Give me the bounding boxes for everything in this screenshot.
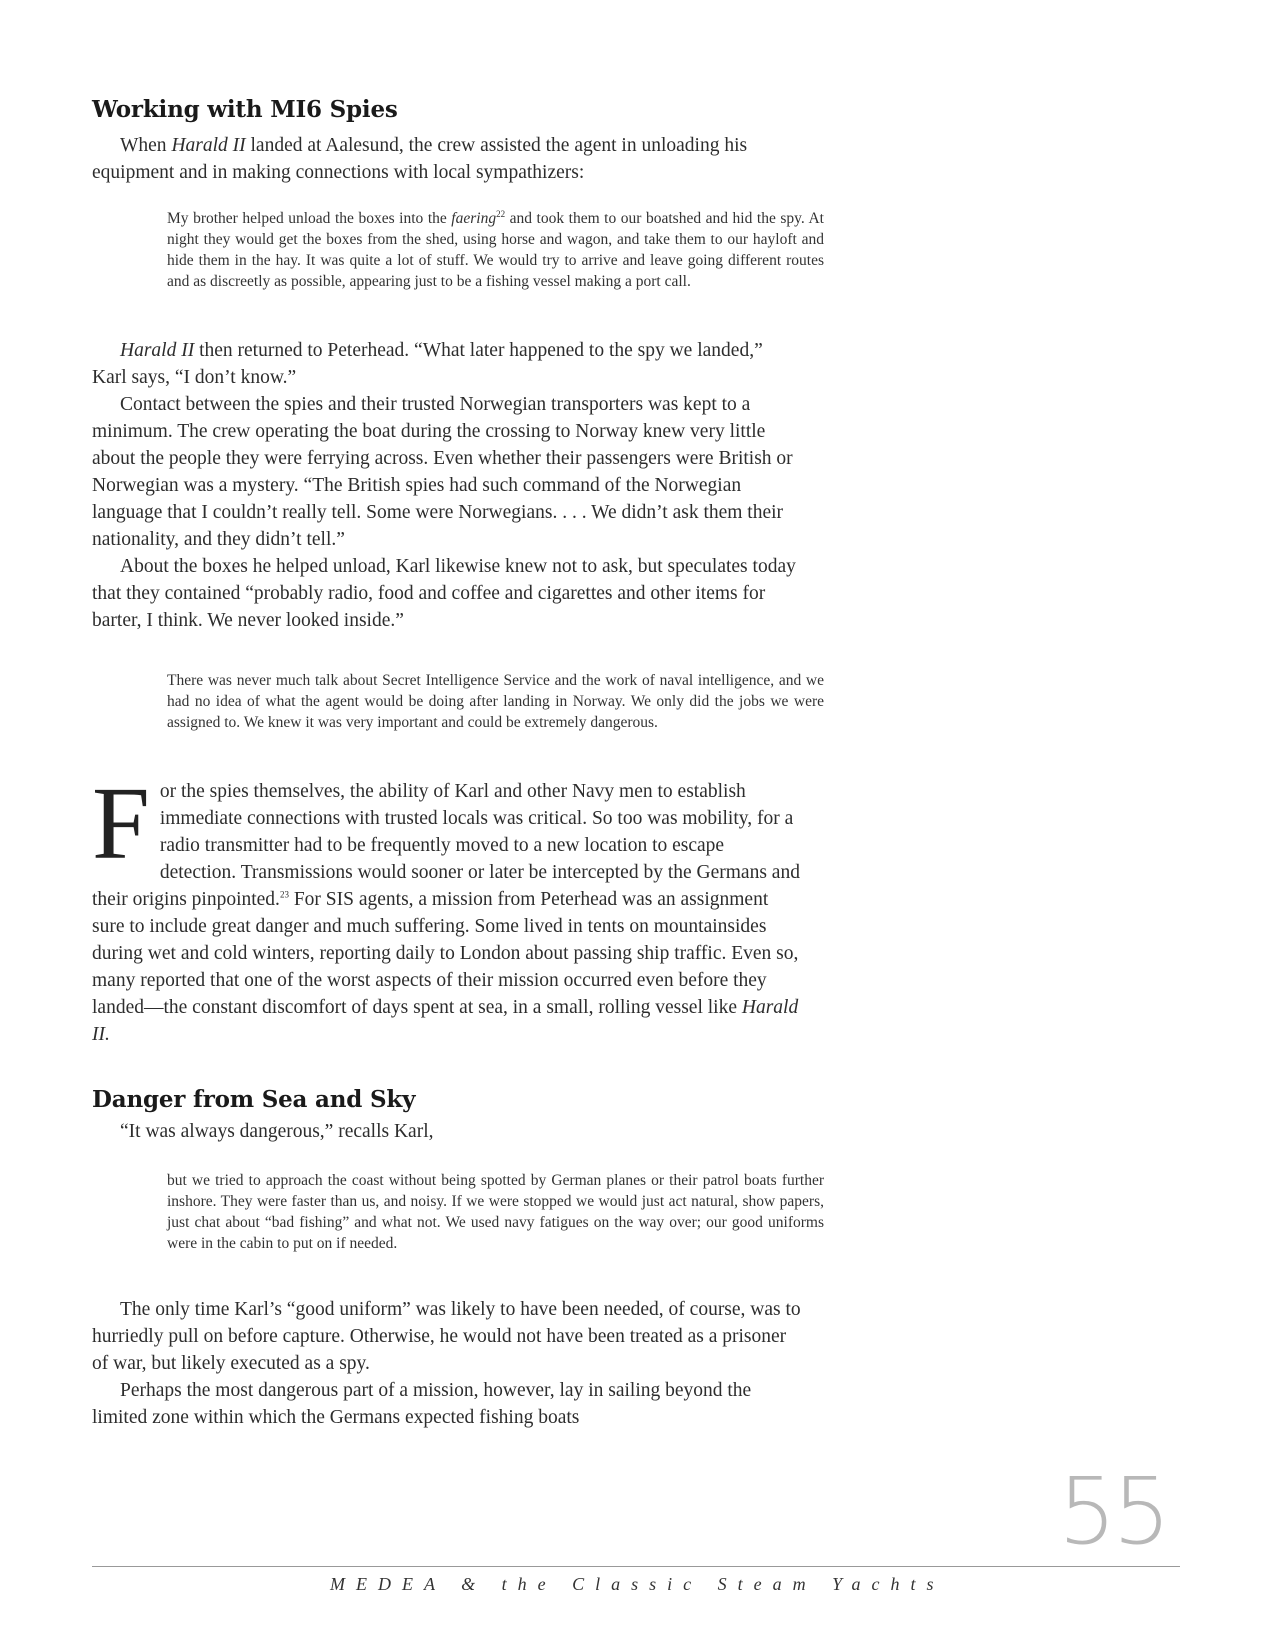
running-footer: MEDEA & the Classic Steam Yachts [330, 1574, 945, 1594]
paragraph-danger-intro: “It was always dangerous,” recalls Karl, [120, 1121, 434, 1142]
paragraph-3: Contact between the spies and their trusted Norwegian transporters was kept to a minimum. The crew operating the boat during the crossing to Norway knew very little about the people they were ferrying across. Even whether their passengers were British or Norwegian was a mystery. “The British spies had such command of the Norwegian language that I couldn’t really tell. Some were Norwegians. . . . We didn’t ask them their nationality, and they didn’t tell.” [92, 394, 793, 550]
page-number: 55 [1058, 1458, 1168, 1565]
footnote-ref-22: 22 [496, 208, 506, 219]
paragraph-4: About the boxes he helped unload, Karl likewise knew not to ask, but speculates today that they contained “probably radio, food and coffee and cigarettes and other items for barter, I think. We never looked inside.” [92, 556, 796, 631]
section-heading-mi6: Working with MI6 Spies [92, 96, 398, 123]
footnote-ref-23: 23 [279, 889, 289, 900]
paragraph-1: When Harald II landed at Aalesund, the crew assisted the agent in unloading his equipment and in making connections with local sympathizers: [92, 135, 748, 183]
paragraph-group-2: Harald II then returned to Peterhead. “What later happened to the spy we landed,” Karl says, “I don’t know.” Contact between the spies and their trusted Norwegian transporters was kept to a minimum. The crew operating the boat during the crossing to Norway knew very little about the people they were ferrying across. Even whether their passengers were British or Norwegian was a mystery. “The British spies had such command of the Norwegian language that I couldn’t really tell. Some were Norwegians. . . . We didn’t ask them their nationality, and they didn’t tell.” About the boxes he helped unload, Karl likewise knew not to ask, but speculates today that they contained “probably radio, food and coffee and cigarettes and other items for barter, I think. We never looked inside.” [92, 337, 802, 634]
footer-rule [92, 1566, 1180, 1567]
paragraph-drop-cap: For the spies themselves, the ability of Karl and other Navy men to establish immediate connections with trusted locals was critical. So too was mobility, for a radio transmitter had to be frequently moved to a new location to escape detection. Transmissions would sooner or later be intercepted by the Germans and their origins pinpointed.$^{23}$ For SIS agents, a mission from Peterhead was an assignment sure to include great danger and much suffering. Some lived in tents on mountainsides during wet and cold winters, reporting daily to London about passing ship traffic. Even so, many reported that one of the worst aspects of their mission occurred even before they landed—the constant discomfort of days spent at sea, in a small, rolling vessel like Harald II. [92, 766, 800, 1045]
block-quote-2: There was never much talk about Secret Intelligence Service and the work of naval intelligence, and we had no idea of what the agent would be doing after landing in Norway. We only did the jobs we were assigned to. We knew it was very important and could be extremely dangerous. [167, 672, 824, 731]
block-quote-1: My brother helped unload the boxes into the faering$^{22}$ and took them to our boatshed and hid the spy. At night they would get the boxes from the shed, using horse and wagon, and take them to our hayloft and hide them in the hay. It was quite a lot of stuff. We would try to arrive and leave going different routes and as discreetly as possible, appearing just to be a fishing vessel making a port call. [167, 208, 824, 290]
block-quote-3: but we tried to approach the coast without being spotted by German planes or their patrol boats further inshore. They were faster than us, and noisy. If we were stopped we would just act natural, show papers, just chat about “bad fishing” and what not. We used navy fatigues on the way over; our good uniforms were in the cabin to put on if needed. [167, 1172, 824, 1252]
section-heading-danger: Danger from Sea and Sky [92, 1086, 416, 1113]
paragraph-group-danger: The only time Karl’s “good uniform” was likely to have been needed, of course, was to hurriedly pull on before capture. Otherwise, he would not have been treated as a prisoner of war, but likely executed as a spy. Perhaps the most dangerous part of a mission, however, lay in sailing beyond the limited zone within which the Germans expected fishing boats [92, 1299, 801, 1428]
drop-cap: F [92, 766, 150, 881]
